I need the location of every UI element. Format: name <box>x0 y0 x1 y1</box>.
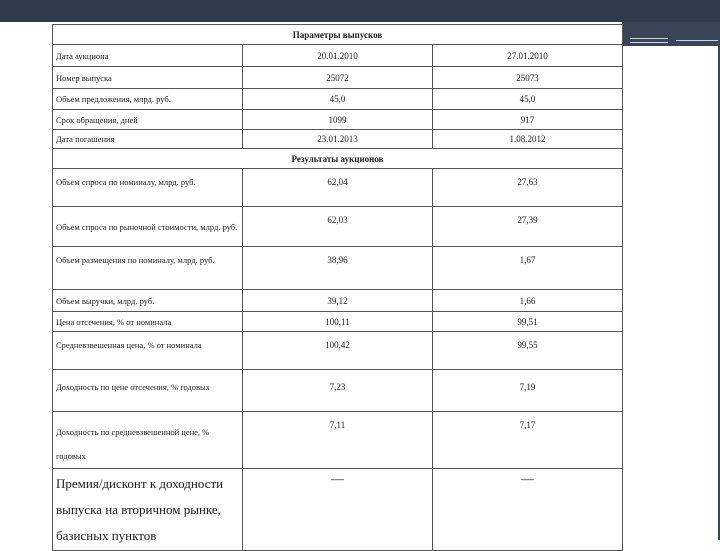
value-1: 7,11 <box>243 412 433 469</box>
value-1: 1099 <box>243 110 433 130</box>
row-label: Объем спроса по рыночной стоимости, млрд. руб. <box>53 207 243 247</box>
section-header-results: Результаты аукционов <box>53 149 623 169</box>
table-row <box>53 169 623 207</box>
table-row <box>53 89 623 110</box>
accent-line <box>630 38 668 39</box>
value-2: — <box>433 469 623 551</box>
value-1: 39,12 <box>243 290 433 312</box>
slide-top-bar <box>0 0 720 22</box>
value-2: 27.01.2010 <box>433 45 623 67</box>
row-label: Объем спроса по номиналу, млрд. руб. <box>53 169 243 207</box>
table-row <box>53 370 623 412</box>
table-row <box>53 412 623 469</box>
row-label: Дата погашения <box>53 130 243 149</box>
table-row <box>53 469 623 551</box>
table-row <box>53 110 623 130</box>
accent-line <box>630 42 668 43</box>
value-1: 62,03 <box>243 207 433 247</box>
value-2: 99,55 <box>433 332 623 370</box>
value-1: 100,11 <box>243 312 433 332</box>
section-header-row <box>53 25 623 45</box>
value-2: 1,67 <box>433 247 623 290</box>
value-2: 1,66 <box>433 290 623 312</box>
value-2: 45,0 <box>433 89 623 110</box>
table-row <box>53 312 623 332</box>
row-label: Премия/дисконт к доходности выпуска на вторичном рынке, базисных пунктов <box>53 469 243 551</box>
table-row <box>53 130 623 149</box>
section-header-row <box>53 149 623 169</box>
auction-table <box>52 24 623 551</box>
table-row <box>53 332 623 370</box>
row-label: Объем размещения по номиналу, млрд. руб. <box>53 247 243 290</box>
value-2: 99,51 <box>433 312 623 332</box>
value-2: 7,17 <box>433 412 623 469</box>
value-1: 7,23 <box>243 370 433 412</box>
value-2: 1.08.2012 <box>433 130 623 149</box>
value-1: 25072 <box>243 67 433 89</box>
table-row <box>53 290 623 312</box>
value-1: 62,04 <box>243 169 433 207</box>
value-1: 45,0 <box>243 89 433 110</box>
value-1: 38,96 <box>243 247 433 290</box>
value-2: 7,19 <box>433 370 623 412</box>
row-label: Доходность по средневзвешенной цене, % годовых <box>53 412 243 469</box>
section-header-params: Параметры выпусков <box>53 25 623 45</box>
table-row <box>53 67 623 89</box>
value-1: 20.01.2010 <box>243 45 433 67</box>
value-1: 100,42 <box>243 332 433 370</box>
table-row <box>53 247 623 290</box>
value-1: — <box>243 469 433 551</box>
row-label: Средневзвешенная цена, % от номинала <box>53 332 243 370</box>
row-label: Номер выпуска <box>53 67 243 89</box>
row-label: Цена отсечения, % от номинала <box>53 312 243 332</box>
value-2: 25073 <box>433 67 623 89</box>
value-2: 27,63 <box>433 169 623 207</box>
row-label: Доходность по цене отсечения, % годовых <box>53 370 243 412</box>
accent-line <box>676 40 720 41</box>
table-row <box>53 45 623 67</box>
value-2: 27,39 <box>433 207 623 247</box>
row-label: Дата аукциона <box>53 45 243 67</box>
row-label: Объем предложения, млрд. руб. <box>53 89 243 110</box>
value-1: 23.01.2013 <box>243 130 433 149</box>
row-label: Срок обращения, дней <box>53 110 243 130</box>
row-label: Объем выручки, млрд. руб. <box>53 290 243 312</box>
value-2: 917 <box>433 110 623 130</box>
table-row <box>53 207 623 247</box>
